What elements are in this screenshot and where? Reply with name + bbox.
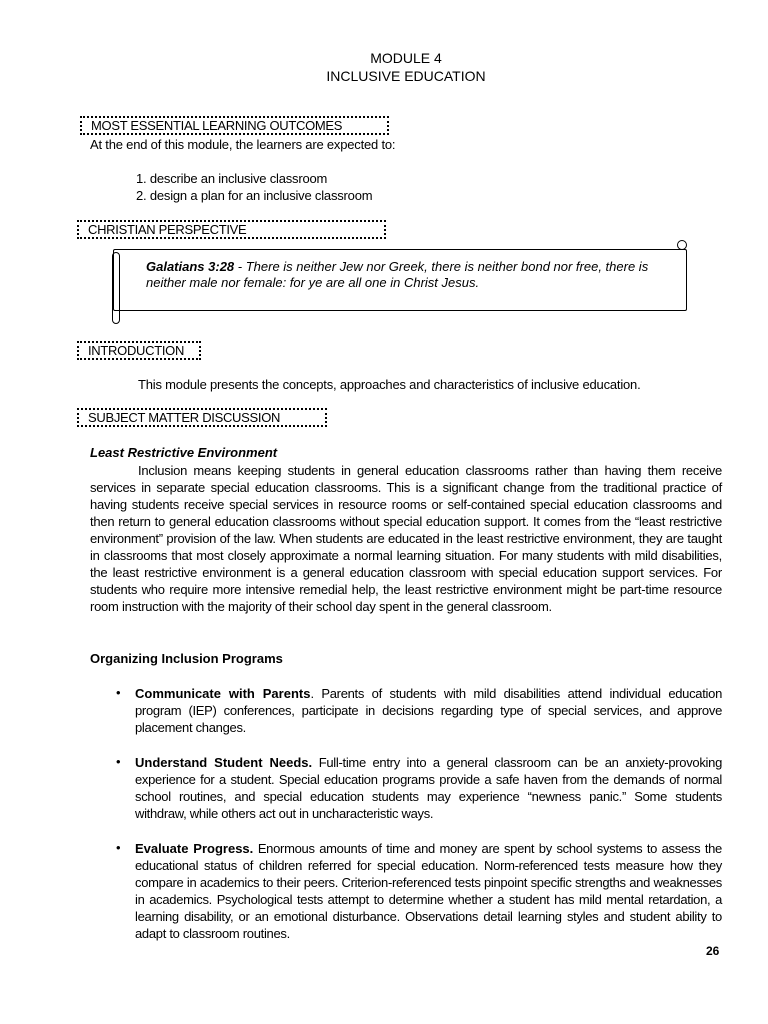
- scroll-curl-icon: [677, 240, 687, 250]
- module-number: MODULE 4: [370, 50, 442, 66]
- lre-body: Inclusion means keeping students in general education classrooms rather than having them receive services in separate special education classrooms. This is a significant change from the traditional practice of having students receive special services in resource rooms or self-contained special education classrooms and then return to general education classrooms without special education support. It comes from the “least restrictive environment” provision of the law. When students are educated in the least restrictive environment, they are taught in classrooms that most closely approximate a normal learning situation. For many students with mild disabilities, the least restrictive environment is a general education classroom with special education support services. For students who require more intensive remedial help, the least restrictive environment might be part-time resource room instruction with the majority of their school day spent in the general classroom.: [90, 463, 722, 614]
- bullet-item: [135, 840, 722, 942]
- page-number: 26: [706, 944, 720, 958]
- introduction-text: This module presents the concepts, approaches and characteristics of inclusive education.: [138, 377, 641, 392]
- verse-text: - There is neither Jew nor Greek, there is neither bond nor free, there is neither male nor female: for ye are all one in Christ Jesus.: [146, 259, 649, 290]
- lre-heading: Least Restrictive Environment: [90, 445, 278, 460]
- bullet-icon: •: [116, 840, 121, 855]
- outcomes-lead: At the end of this module, the learners are expected to:: [90, 137, 396, 152]
- section-label-intro: INTRODUCTION: [77, 341, 201, 360]
- outcome-item: 1. describe an inclusive classroom: [136, 171, 328, 186]
- module-title: INCLUSIVE EDUCATION: [326, 68, 486, 84]
- bullet-item: [135, 754, 722, 822]
- lre-paragraph: [90, 462, 722, 615]
- bible-verse: [146, 259, 666, 291]
- section-label-melo: MOST ESSENTIAL LEARNING OUTCOMES: [80, 116, 389, 135]
- section-label-christian: CHRISTIAN PERSPECTIVE: [77, 220, 386, 239]
- scroll-rod-icon: [112, 252, 120, 324]
- verse-reference: Galatians 3:28: [146, 259, 235, 274]
- programs-heading: Organizing Inclusion Programs: [90, 651, 283, 666]
- bullet-text: Enormous amounts of time and money are spent by school systems to assess the educational status of children referred for special education. Norm-referenced tests measure how they compare in academics to their peers. Criterion-referenced tests pinpoint specific strengths and weaknesses in academics. Psychological tests attempt to determine whether a student has mild mental retardation, a learning disability, or an emotional disturbance. Observations detail learning styles and student ability to adapt to classroom routines.: [135, 841, 722, 941]
- bullet-title: Understand Student Needs.: [135, 755, 313, 770]
- bullet-title: Evaluate Progress.: [135, 841, 254, 856]
- bullet-text: . Parents of students with mild disabilities attend individual education program (IEP) conferences, participate in decisions regarding type of special services, and approve placement changes.: [135, 686, 722, 735]
- bullet-icon: •: [116, 685, 121, 700]
- bullet-item: [135, 685, 722, 736]
- bullet-title: Communicate with Parents: [135, 686, 311, 701]
- bullet-icon: •: [116, 754, 121, 769]
- outcome-item: 2. design a plan for an inclusive classroom: [136, 188, 373, 203]
- bullet-text: Full-time entry into a general classroom can be an anxiety-provoking experience for a student. Special education programs provide a safe haven from the demands of normal school routines, and special education students may experience “newness panic.” Some students withdraw, while others act out in uncharacteristic ways.: [135, 755, 723, 821]
- section-label-smd: SUBJECT MATTER DISCUSSION: [77, 408, 327, 427]
